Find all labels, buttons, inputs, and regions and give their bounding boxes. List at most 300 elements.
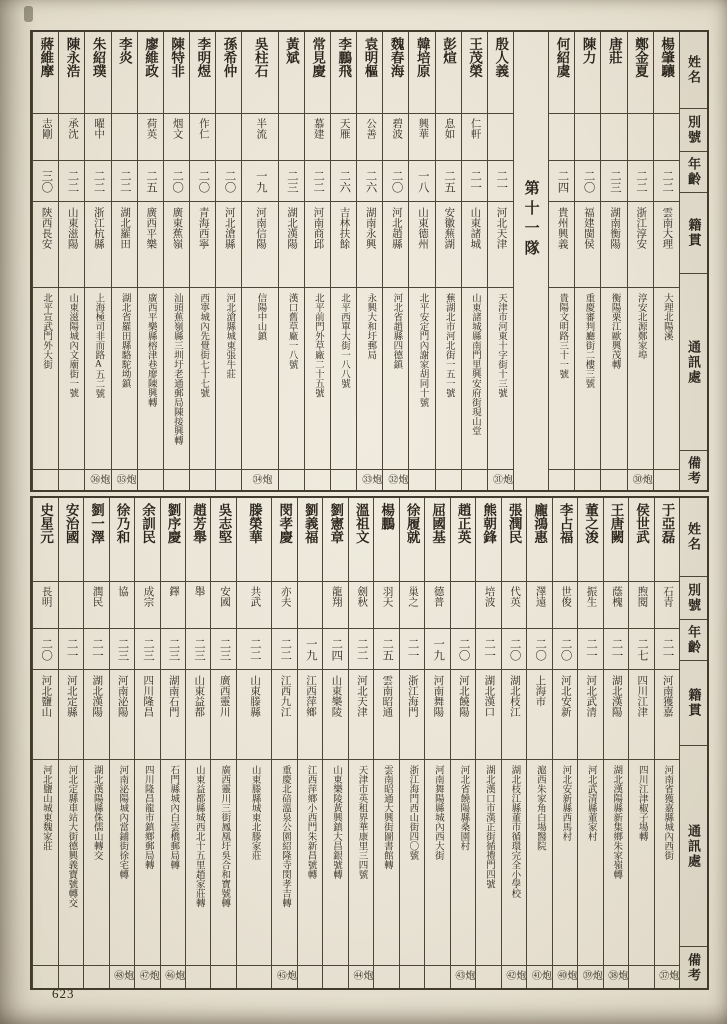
person-address-text: 北平西單大街一八八號 (339, 293, 350, 388)
person-remark (349, 966, 373, 988)
person-column (574, 32, 600, 490)
person-name-text: 董之浚 (583, 503, 599, 544)
person-age-text: 二五 (381, 637, 394, 661)
person-address (575, 288, 600, 470)
person-name (436, 32, 461, 114)
person-native-place (161, 670, 185, 760)
person-age-text: 二一 (91, 637, 104, 661)
person-remark (272, 966, 296, 988)
person-name (112, 32, 137, 114)
person-name-text: 陳力 (580, 37, 596, 64)
person-name (164, 32, 189, 114)
person-remark-text: 炮㊽ (111, 970, 133, 980)
person-native-place-text: 安徽蕪湖 (443, 207, 455, 249)
person-byname-text: 代英 (509, 586, 521, 607)
person-byname (553, 582, 577, 629)
person-remark-text: 炮㊼ (137, 970, 159, 980)
person-name (33, 32, 58, 114)
person-name (135, 498, 159, 582)
person-native-place (575, 202, 600, 288)
person-address (476, 760, 500, 966)
person-age (59, 629, 83, 670)
person-byname (279, 114, 304, 161)
person-native-place (33, 670, 57, 760)
person-column (653, 32, 679, 490)
person-remark (654, 470, 679, 490)
person-address (628, 288, 653, 470)
person-name-text: 李炎 (116, 37, 132, 64)
person-name (279, 32, 304, 114)
person-native-place (349, 670, 373, 760)
person-remark (451, 966, 475, 988)
person-age (110, 629, 134, 670)
person-age (655, 629, 679, 670)
person-address (331, 288, 356, 470)
person-column (548, 32, 574, 490)
person-address (629, 760, 653, 966)
person-byname-text: 龍翔 (330, 586, 342, 607)
person-age-text: 二一 (406, 637, 419, 661)
person-age-text: 一九 (304, 637, 317, 661)
person-age-text: 二四 (330, 637, 343, 661)
person-address (323, 760, 347, 966)
person-name (305, 32, 330, 114)
person-address-text: 河北安新縣西馬村 (560, 765, 571, 841)
person-age-text: 二一 (610, 637, 623, 661)
column-headers-bottom (679, 498, 707, 988)
person-address-text: 河北武清縣董家村 (585, 765, 596, 841)
person-byname-text: 承沈 (66, 118, 78, 139)
person-name-text: 劉義福 (302, 503, 318, 544)
person-native-place-text: 河北武清 (585, 675, 597, 717)
person-address-text: 河北鹽山城東魏家莊 (40, 765, 51, 851)
person-column (627, 32, 653, 490)
person-native-place (298, 670, 322, 760)
person-native-place-text: 湖南永興 (364, 207, 376, 249)
person-native-place-text: 山東益都 (193, 675, 205, 717)
person-remark (527, 966, 551, 988)
header-address-text: 通訊處 (686, 823, 701, 869)
person-name-text: 李占福 (557, 503, 573, 544)
person-native-place-text: 湖北漢陽 (286, 207, 298, 249)
person-byname-text: 天雁 (338, 118, 350, 139)
person-address-text: 河南舞陽縣城內西大街 (432, 765, 443, 860)
person-address-text: 山東滕縣城東北滕家莊 (249, 765, 260, 860)
person-name-text: 魏春海 (388, 37, 404, 78)
person-age-text: 二五 (442, 169, 455, 193)
person-native-place-text: 江西萍鄉 (304, 675, 316, 717)
person-address-text: 湖北漢陽縣侏儒山轉交 (91, 765, 102, 860)
person-byname-text: 蔭槐 (611, 586, 623, 607)
person-column (137, 32, 163, 490)
person-native-place (186, 670, 210, 760)
person-column (603, 498, 628, 988)
person-age (425, 629, 449, 670)
person-address (59, 288, 84, 470)
person-address-text: 湖北省羅田縣駱駝坳鎮 (119, 293, 130, 388)
header-native-text: 籍貫 (686, 688, 702, 718)
person-byname (164, 114, 189, 161)
person-age-text: 二〇 (559, 637, 572, 661)
person-address-text: 信陽中山鎮 (255, 293, 266, 341)
header-byname (680, 109, 707, 152)
person-age-text: 二〇 (534, 637, 547, 661)
person-age (654, 161, 679, 202)
person-native-place-text: 浙江淳安 (635, 207, 647, 249)
person-byname-text: 振生 (585, 586, 597, 607)
person-name-text: 徐乃和 (114, 503, 130, 544)
person-byname-text: 舉 (193, 586, 205, 597)
person-age-text: 二三 (142, 637, 155, 661)
person-remark (578, 966, 602, 988)
person-remark (549, 470, 574, 490)
person-name (549, 32, 574, 114)
person-remark (604, 966, 628, 988)
person-native-place-text: 福建閩侯 (582, 207, 594, 249)
person-byname (476, 582, 500, 629)
person-remark-text: 炮㊱ (87, 474, 109, 484)
person-address-text: 江西萍鄉小西門朱新昌號轉 (305, 765, 316, 879)
person-byname-text: 志剛 (40, 118, 52, 139)
person-address-text: 河北省饒陽縣桑園村 (458, 765, 469, 851)
person-name-text: 史星元 (38, 503, 54, 544)
person-address (349, 760, 373, 966)
person-age (628, 161, 653, 202)
person-remark (409, 470, 434, 490)
person-native-place-text: 山東諸城 (469, 207, 481, 249)
person-address-text: 河北滄縣城東張牛莊 (224, 293, 235, 379)
person-address (305, 288, 330, 470)
header-name (680, 498, 707, 577)
person-name (216, 32, 241, 114)
person-native-place (604, 670, 628, 760)
person-remark (655, 966, 679, 988)
person-native-place-text: 河北天津 (355, 675, 367, 717)
person-address-text: 貴陽文明路三十一號 (557, 293, 568, 379)
person-remark (112, 470, 137, 490)
person-address (451, 760, 475, 966)
header-address (680, 746, 707, 947)
person-address-text: 湖北枝江縣董市循環完全小學校 (509, 765, 520, 898)
person-address (135, 760, 159, 966)
person-byname-text: 荷英 (145, 118, 157, 139)
person-name (298, 498, 322, 582)
person-address-text: 河南泌陽城內當鋪街徐宅轉 (117, 765, 128, 879)
column-headers-top (679, 32, 707, 490)
person-remark-text: 炮㊻ (162, 970, 184, 980)
person-native-place-text: 雲南大理 (661, 207, 673, 249)
person-column (32, 498, 57, 988)
person-byname (85, 114, 110, 161)
person-age-text: 二一 (495, 169, 508, 193)
person-native-place-text: 湖北羅田 (119, 207, 131, 249)
person-name (190, 32, 215, 114)
person-native-place-text: 山東滋陽 (66, 207, 78, 249)
person-native-place (549, 202, 574, 288)
person-remark (383, 470, 408, 490)
person-native-place (374, 670, 398, 760)
person-byname-text: 公善 (364, 118, 376, 139)
person-native-place (164, 202, 189, 288)
header-name (680, 32, 707, 109)
person-byname (425, 582, 449, 629)
person-byname-text: 曜中 (93, 118, 105, 139)
person-remark-text: 炮㉞ (249, 474, 271, 484)
person-remark (357, 470, 382, 490)
person-remark (331, 470, 356, 490)
person-age (33, 161, 58, 202)
person-byname (349, 582, 373, 629)
person-byname-text: 仁軒 (469, 118, 481, 139)
person-native-place (409, 202, 434, 288)
person-byname (436, 114, 461, 161)
person-native-place-text: 山東德州 (417, 207, 429, 249)
person-native-place-text: 河北滄縣 (223, 207, 235, 249)
person-byname (629, 582, 653, 629)
person-column (552, 498, 577, 988)
person-age (138, 161, 163, 202)
person-age-text: 二一 (469, 169, 482, 193)
person-native-place (331, 202, 356, 288)
person-address-text: 河北省趙縣四德鎮 (391, 293, 402, 369)
person-byname (323, 582, 347, 629)
person-address (272, 760, 296, 966)
person-remark-text: 炮㊳ (605, 970, 627, 980)
person-age (85, 161, 110, 202)
header-age-text: 年齡 (686, 157, 701, 187)
person-name (476, 498, 500, 582)
person-age-text: 一九 (432, 637, 445, 661)
person-byname (33, 114, 58, 161)
person-name-text: 何紹虞 (554, 37, 570, 78)
person-address (374, 760, 398, 966)
person-age-text: 二二 (279, 637, 292, 661)
person-address-text: 永興大和圩郵局 (365, 293, 376, 360)
person-address-text: 河北定縣車站大街德興義寶號轉交 (66, 765, 77, 908)
person-native-place-text: 河北定縣 (65, 675, 77, 717)
person-native-place (216, 202, 241, 288)
person-name (629, 498, 653, 582)
person-native-place-text: 湖北枝江 (508, 675, 520, 717)
person-remark (237, 966, 271, 988)
person-age-text: 二六 (338, 169, 351, 193)
person-name (601, 32, 626, 114)
person-byname-text: 長明 (40, 586, 52, 607)
person-age (502, 629, 526, 670)
person-name-text: 陳永浩 (64, 37, 80, 78)
person-byname (502, 582, 526, 629)
person-address (298, 760, 322, 966)
person-column (330, 32, 356, 490)
person-name-text: 于亞磊 (659, 503, 675, 544)
person-column (58, 32, 84, 490)
person-name (409, 32, 434, 114)
header-address (680, 274, 707, 451)
person-byname (488, 114, 513, 161)
person-column (215, 32, 241, 490)
person-name (33, 498, 57, 582)
person-name-text: 閔孝慶 (277, 503, 293, 544)
person-column (278, 32, 304, 490)
person-byname (190, 114, 215, 161)
person-name (462, 32, 487, 114)
person-address-text: 蕪湖北市河北街一五一號 (443, 293, 454, 398)
person-column (501, 498, 526, 988)
person-name-text: 李鵬飛 (336, 37, 352, 78)
person-byname (305, 114, 330, 161)
person-name (502, 498, 526, 582)
person-address (161, 760, 185, 966)
person-name-text: 楊鵬 (379, 503, 395, 530)
person-age-text: 二三 (116, 637, 129, 661)
person-name (331, 32, 356, 114)
person-column (487, 32, 513, 490)
person-byname (383, 114, 408, 161)
person-byname-text: 共武 (249, 586, 261, 607)
person-name-text: 王茂榮 (467, 37, 483, 78)
person-address (59, 760, 83, 966)
person-age (462, 161, 487, 202)
person-byname-text: 烟文 (171, 118, 183, 139)
header-byname (680, 577, 707, 620)
person-column (577, 498, 602, 988)
person-age (298, 629, 322, 670)
person-address-text: 湖北漢陽縣新集鄉朱家嶺轉 (611, 765, 622, 879)
person-age (349, 629, 373, 670)
person-age-text: 二二 (66, 169, 79, 193)
header-byname-text: 別號 (686, 583, 701, 613)
person-column (210, 498, 235, 988)
person-native-place-text: 河北饒陽 (457, 675, 469, 717)
person-name-text: 趙芳舉 (190, 503, 206, 544)
person-age-text: 一九 (254, 169, 267, 193)
person-column (356, 32, 382, 490)
person-native-place-text: 吉林扶餘 (338, 207, 350, 249)
person-native-place (279, 202, 304, 288)
person-byname-text: 煦閱 (636, 586, 648, 607)
person-age (211, 629, 235, 670)
person-native-place-text: 河南獲嘉 (661, 675, 673, 717)
person-native-place (110, 670, 134, 760)
person-name-text: 朱紹璞 (90, 37, 106, 78)
person-native-place-text: 湖南衡陽 (609, 207, 621, 249)
person-column (322, 498, 347, 988)
person-age-text: 二〇 (197, 169, 210, 193)
person-address (357, 288, 382, 470)
person-native-place (400, 670, 424, 760)
person-native-place-text: 上海市 (534, 675, 546, 707)
person-byname-text: 劍秋 (356, 586, 368, 607)
person-address-text: 衡陽栗江歐興茂轉 (609, 293, 620, 369)
person-column (58, 498, 83, 988)
person-age (436, 161, 461, 202)
person-address (604, 760, 628, 966)
person-byname (33, 582, 57, 629)
person-age (629, 629, 653, 670)
person-byname (186, 582, 210, 629)
person-address (279, 288, 304, 470)
person-column (109, 498, 134, 988)
person-remark-text: 炮㊲ (656, 970, 678, 980)
person-remark (242, 470, 277, 490)
header-address-text: 通訊處 (686, 339, 701, 385)
person-byname-text: 世俊 (560, 586, 572, 607)
person-native-place-text: 河南商邱 (312, 207, 324, 249)
person-name-text: 孫希仲 (221, 37, 237, 78)
person-address (409, 288, 434, 470)
person-remark (462, 470, 487, 490)
person-address-text: 廣西靈川三街鳳凰圩吳合和寶號轉 (219, 765, 230, 908)
person-byname-text: 羽天 (381, 586, 393, 607)
person-name (553, 498, 577, 582)
person-name-text: 劉一澤 (89, 503, 105, 544)
person-name-text: 王唐闕 (608, 503, 624, 544)
person-remark-text: 炮㊺ (274, 970, 296, 980)
person-age (374, 629, 398, 670)
person-native-place (451, 670, 475, 760)
person-age (488, 161, 513, 202)
person-native-place-text: 陝西長安 (40, 207, 52, 249)
person-byname-text: 半流 (255, 118, 267, 139)
person-name-text: 廖維政 (143, 37, 158, 78)
header-native-text: 籍貫 (686, 218, 702, 248)
person-age-text: 二〇 (390, 169, 403, 193)
person-name-text: 鄭金夏 (632, 37, 648, 78)
person-address (138, 288, 163, 470)
person-remark-text: 炮㉝ (359, 474, 381, 484)
person-name (84, 498, 108, 582)
person-address-text: 漢口舊草廠一八號 (286, 293, 297, 369)
person-native-place-text: 貴州興義 (556, 207, 568, 249)
person-age-text: 二二 (355, 637, 368, 661)
person-address (112, 288, 137, 470)
person-byname (59, 114, 84, 161)
person-remark-text: 炮㊸ (452, 970, 474, 980)
person-name (161, 498, 185, 582)
person-column (111, 32, 137, 490)
person-name (272, 498, 296, 582)
person-name-text: 劉序慶 (165, 503, 181, 544)
person-native-place (476, 670, 500, 760)
person-address (237, 760, 271, 966)
person-remark (84, 966, 108, 988)
person-native-place (654, 202, 679, 288)
person-name (349, 498, 373, 582)
roster-table-top (30, 30, 709, 492)
person-address-text: 重慶審判廳街二樓三號 (583, 293, 594, 388)
person-name (110, 498, 134, 582)
person-byname (462, 114, 487, 161)
person-remark (374, 966, 398, 988)
person-byname (655, 582, 679, 629)
person-byname-text: 慕建 (312, 118, 324, 139)
person-age-text: 一八 (416, 169, 429, 193)
person-age-text: 二一 (661, 637, 674, 661)
person-byname-text: 息如 (443, 118, 455, 139)
person-native-place-text: 河北天津 (495, 207, 507, 249)
person-age (164, 161, 189, 202)
person-age-text: 二二 (118, 169, 131, 193)
person-age-text: 二一 (65, 637, 78, 661)
scan-smudge (24, 6, 33, 22)
person-remark (553, 966, 577, 988)
person-address (488, 288, 513, 470)
person-age (601, 161, 626, 202)
person-address (425, 760, 449, 966)
person-byname-text: 亦夫 (279, 586, 291, 607)
person-address (164, 288, 189, 470)
person-age-text: 二〇 (40, 637, 53, 661)
